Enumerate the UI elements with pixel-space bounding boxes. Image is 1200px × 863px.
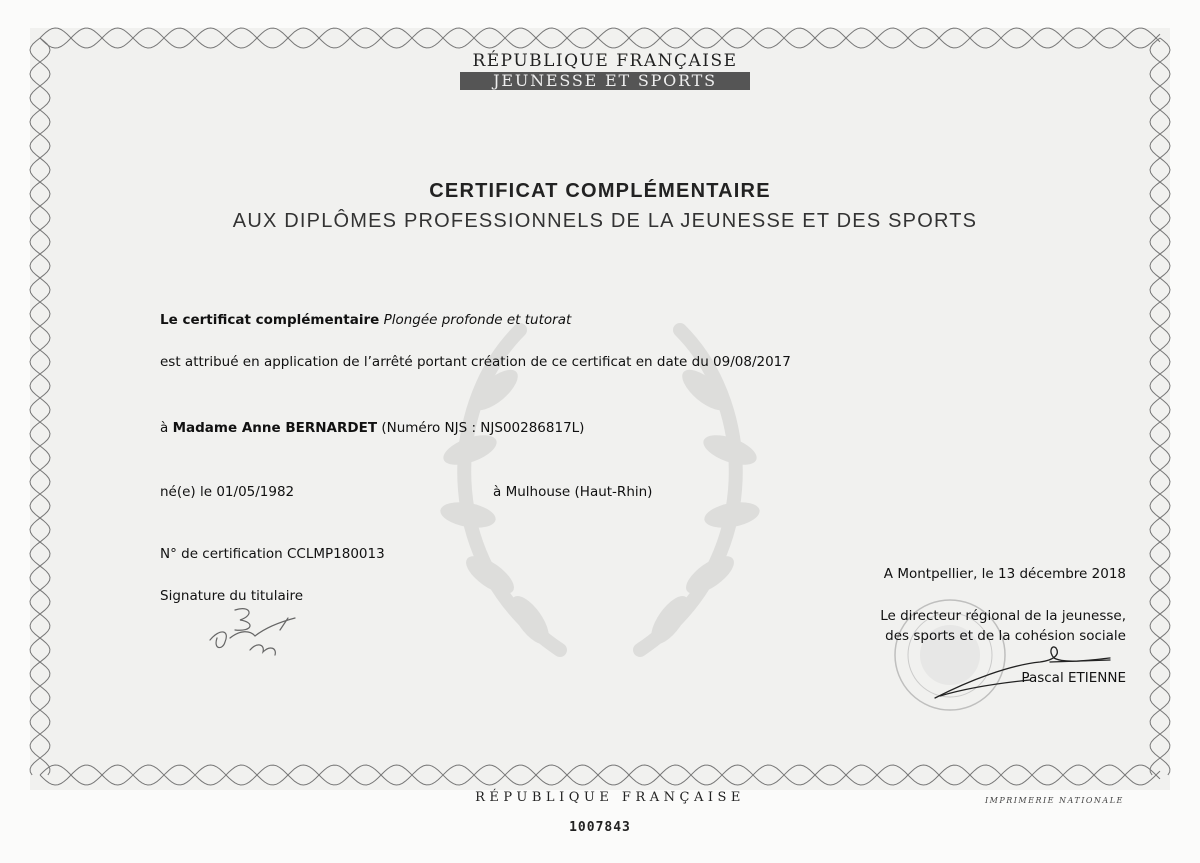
- holder-signature-label: Signature du titulaire: [160, 588, 304, 604]
- certificate-label: Le certificat complémentaire: [160, 312, 380, 328]
- recipient-line: [160, 420, 584, 436]
- issuer-role-line2: des sports et de la cohésion sociale: [885, 628, 1126, 644]
- serial-number: 1007843: [569, 820, 631, 835]
- recipient-name: Madame Anne BERNARDET: [172, 420, 378, 436]
- holder-signature-icon: [195, 600, 325, 670]
- laurel-watermark: [400, 270, 800, 690]
- issuer-role-line1: Le directeur régional de la jeunesse,: [880, 608, 1126, 624]
- recipient-prefix: à: [160, 420, 169, 436]
- footer-imprimerie-nationale: IMPRIMERIE NATIONALE: [985, 796, 1124, 805]
- certification-number: N° de certification CCLMP180013: [160, 546, 385, 562]
- emblem-jeunesse-et-sports: JEUNESSE ET SPORTS: [460, 72, 750, 90]
- issue-place-date: A Montpellier, le 13 décembre 2018: [883, 566, 1126, 582]
- certificate-title: CERTIFICAT COMPLÉMENTAIRE: [429, 180, 771, 202]
- certificate-name-line: [160, 312, 571, 328]
- emblem-republique-francaise: RÉPUBLIQUE FRANÇAISE: [472, 51, 738, 71]
- attribution-line: est attribué en application de l’arrêté portant création de ce certificat en date du 09/08/2017: [160, 354, 791, 370]
- footer-republique-francaise: RÉPUBLIQUE FRANÇAISE: [475, 790, 745, 805]
- certificate-specialty: Plongée profonde et tutorat: [383, 312, 572, 328]
- certificate-subtitle: AUX DIPLÔMES PROFESSIONNELS DE LA JEUNESSE ET DES SPORTS: [232, 210, 978, 232]
- republic-emblem: [460, 52, 750, 90]
- birth-place: à Mulhouse (Haut-Rhin): [493, 484, 653, 500]
- birth-date: né(e) le 01/05/1982: [160, 484, 295, 500]
- issuer-name: Pascal ETIENNE: [1021, 670, 1126, 686]
- recipient-njs-number: (Numéro NJS : NJS00286817L): [381, 420, 585, 436]
